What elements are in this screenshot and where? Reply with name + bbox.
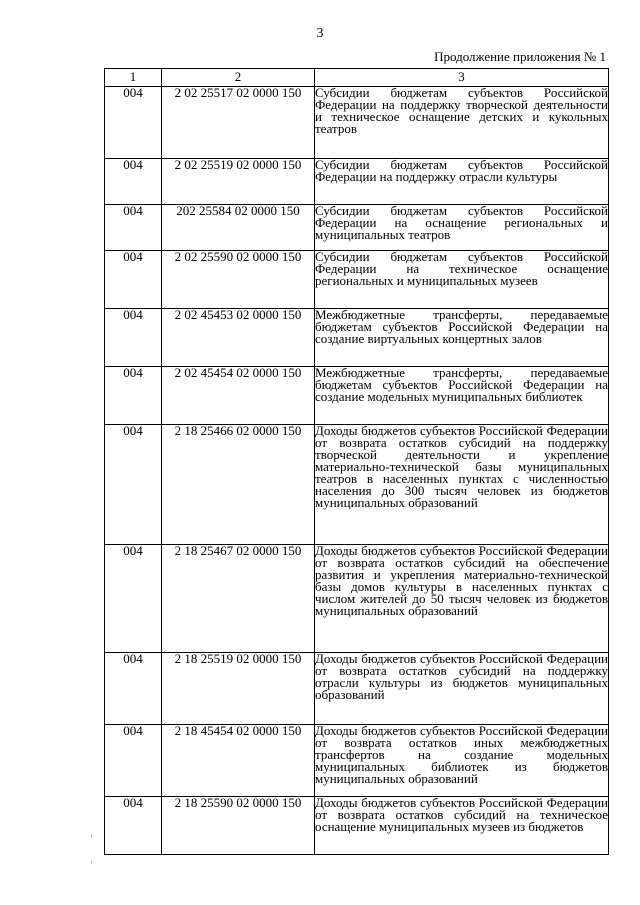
revenue-name-cell: Субсидии бюджетам субъектов Российской Федерации на техническое оснащение региональных и муниципальных музеев (315, 251, 609, 309)
scan-margin-mark: · (90, 832, 93, 842)
table-row (105, 309, 609, 367)
revenue-name-cell: Субсидии бюджетам субъектов Российской Федерации на оснащение региональных и муниципальных театров (315, 205, 609, 251)
budget-code-cell: 2 18 25590 02 0000 150 (162, 797, 315, 855)
table-row (105, 205, 609, 251)
table-row (105, 367, 609, 425)
admin-code-cell: 004 (105, 425, 162, 545)
admin-code-cell: 004 (105, 797, 162, 855)
revenue-codes-table (104, 68, 609, 855)
table-row (105, 87, 609, 159)
admin-code-cell: 004 (105, 159, 162, 205)
revenue-name-cell: Доходы бюджетов субъектов Российской Федерации от возврата остатков иных межбюджетных трансфертов на создание модельных муниципальных библиотек из бюджетов муниципальных образований (315, 725, 609, 797)
admin-code-cell: 004 (105, 205, 162, 251)
budget-code-cell: 2 18 25467 02 0000 150 (162, 545, 315, 653)
budget-code-cell: 2 02 45453 02 0000 150 (162, 309, 315, 367)
budget-code-cell: 2 02 25517 02 0000 150 (162, 87, 315, 159)
revenue-name-cell: Доходы бюджетов субъектов Российской Федерации от возврата остатков субсидий на поддержку творческой деятельности и укрепление материально-технической базы муниципальных театров в населенных пунктах с численностью населения до 300 тысяч человек из бюджетов муниципальных образований (315, 425, 609, 545)
budget-code-cell: 2 02 45454 02 0000 150 (162, 367, 315, 425)
scan-margin-mark: · (90, 858, 93, 868)
revenue-name-cell: Доходы бюджетов субъектов Российской Федерации от возврата остатков субсидий на обеспечение развития и укрепления материально-технической базы домов культуры в населенных пунктах с числом жителей до 50 тысяч человек из бюджетов муниципальных образований (315, 545, 609, 653)
table-row (105, 159, 609, 205)
column-header-1: 1 (105, 69, 162, 87)
admin-code-cell: 004 (105, 725, 162, 797)
column-header-3: 3 (315, 69, 609, 87)
revenue-name-cell: Доходы бюджетов субъектов Российской Федерации от возврата остатков субсидий на техническое оснащение муниципальных музеев из бюджетов (315, 797, 609, 855)
revenue-name-cell: Межбюджетные трансферты, передаваемые бюджетам субъектов Российской Федерации на создание модельных муниципальных библиотек (315, 367, 609, 425)
admin-code-cell: 004 (105, 87, 162, 159)
admin-code-cell: 004 (105, 545, 162, 653)
table-row (105, 653, 609, 725)
revenue-name-cell: Субсидии бюджетам субъектов Российской Федерации на поддержку творческой деятельности и техническое оснащение детских и кукольных театров (315, 87, 609, 159)
admin-code-cell: 004 (105, 309, 162, 367)
table-row (105, 797, 609, 855)
budget-code-cell: 2 18 45454 02 0000 150 (162, 725, 315, 797)
budget-code-cell: 2 02 25519 02 0000 150 (162, 159, 315, 205)
page-number: 3 (316, 26, 324, 41)
admin-code-cell: 004 (105, 653, 162, 725)
table-row (105, 725, 609, 797)
budget-code-cell: 2 02 25590 02 0000 150 (162, 251, 315, 309)
table-header-row (105, 69, 609, 87)
budget-code-cell: 2 18 25519 02 0000 150 (162, 653, 315, 725)
table-row (105, 545, 609, 653)
revenue-name-cell: Межбюджетные трансферты, передаваемые бюджетам субъектов Российской Федерации на создание виртуальных концертных залов (315, 309, 609, 367)
budget-code-cell: 202 25584 02 0000 150 (162, 205, 315, 251)
budget-code-cell: 2 18 25466 02 0000 150 (162, 425, 315, 545)
appendix-continuation-note: Продолжение приложения № 1 (434, 49, 606, 64)
revenue-name-cell: Субсидии бюджетам субъектов Российской Федерации на поддержку отрасли культуры (315, 159, 609, 205)
admin-code-cell: 004 (105, 367, 162, 425)
revenue-name-cell: Доходы бюджетов субъектов Российской Федерации от возврата остатков субсидий на поддержку отрасли культуры из бюджетов муниципальных образований (315, 653, 609, 725)
column-header-2: 2 (162, 69, 315, 87)
table-row (105, 425, 609, 545)
table-row (105, 251, 609, 309)
admin-code-cell: 004 (105, 251, 162, 309)
